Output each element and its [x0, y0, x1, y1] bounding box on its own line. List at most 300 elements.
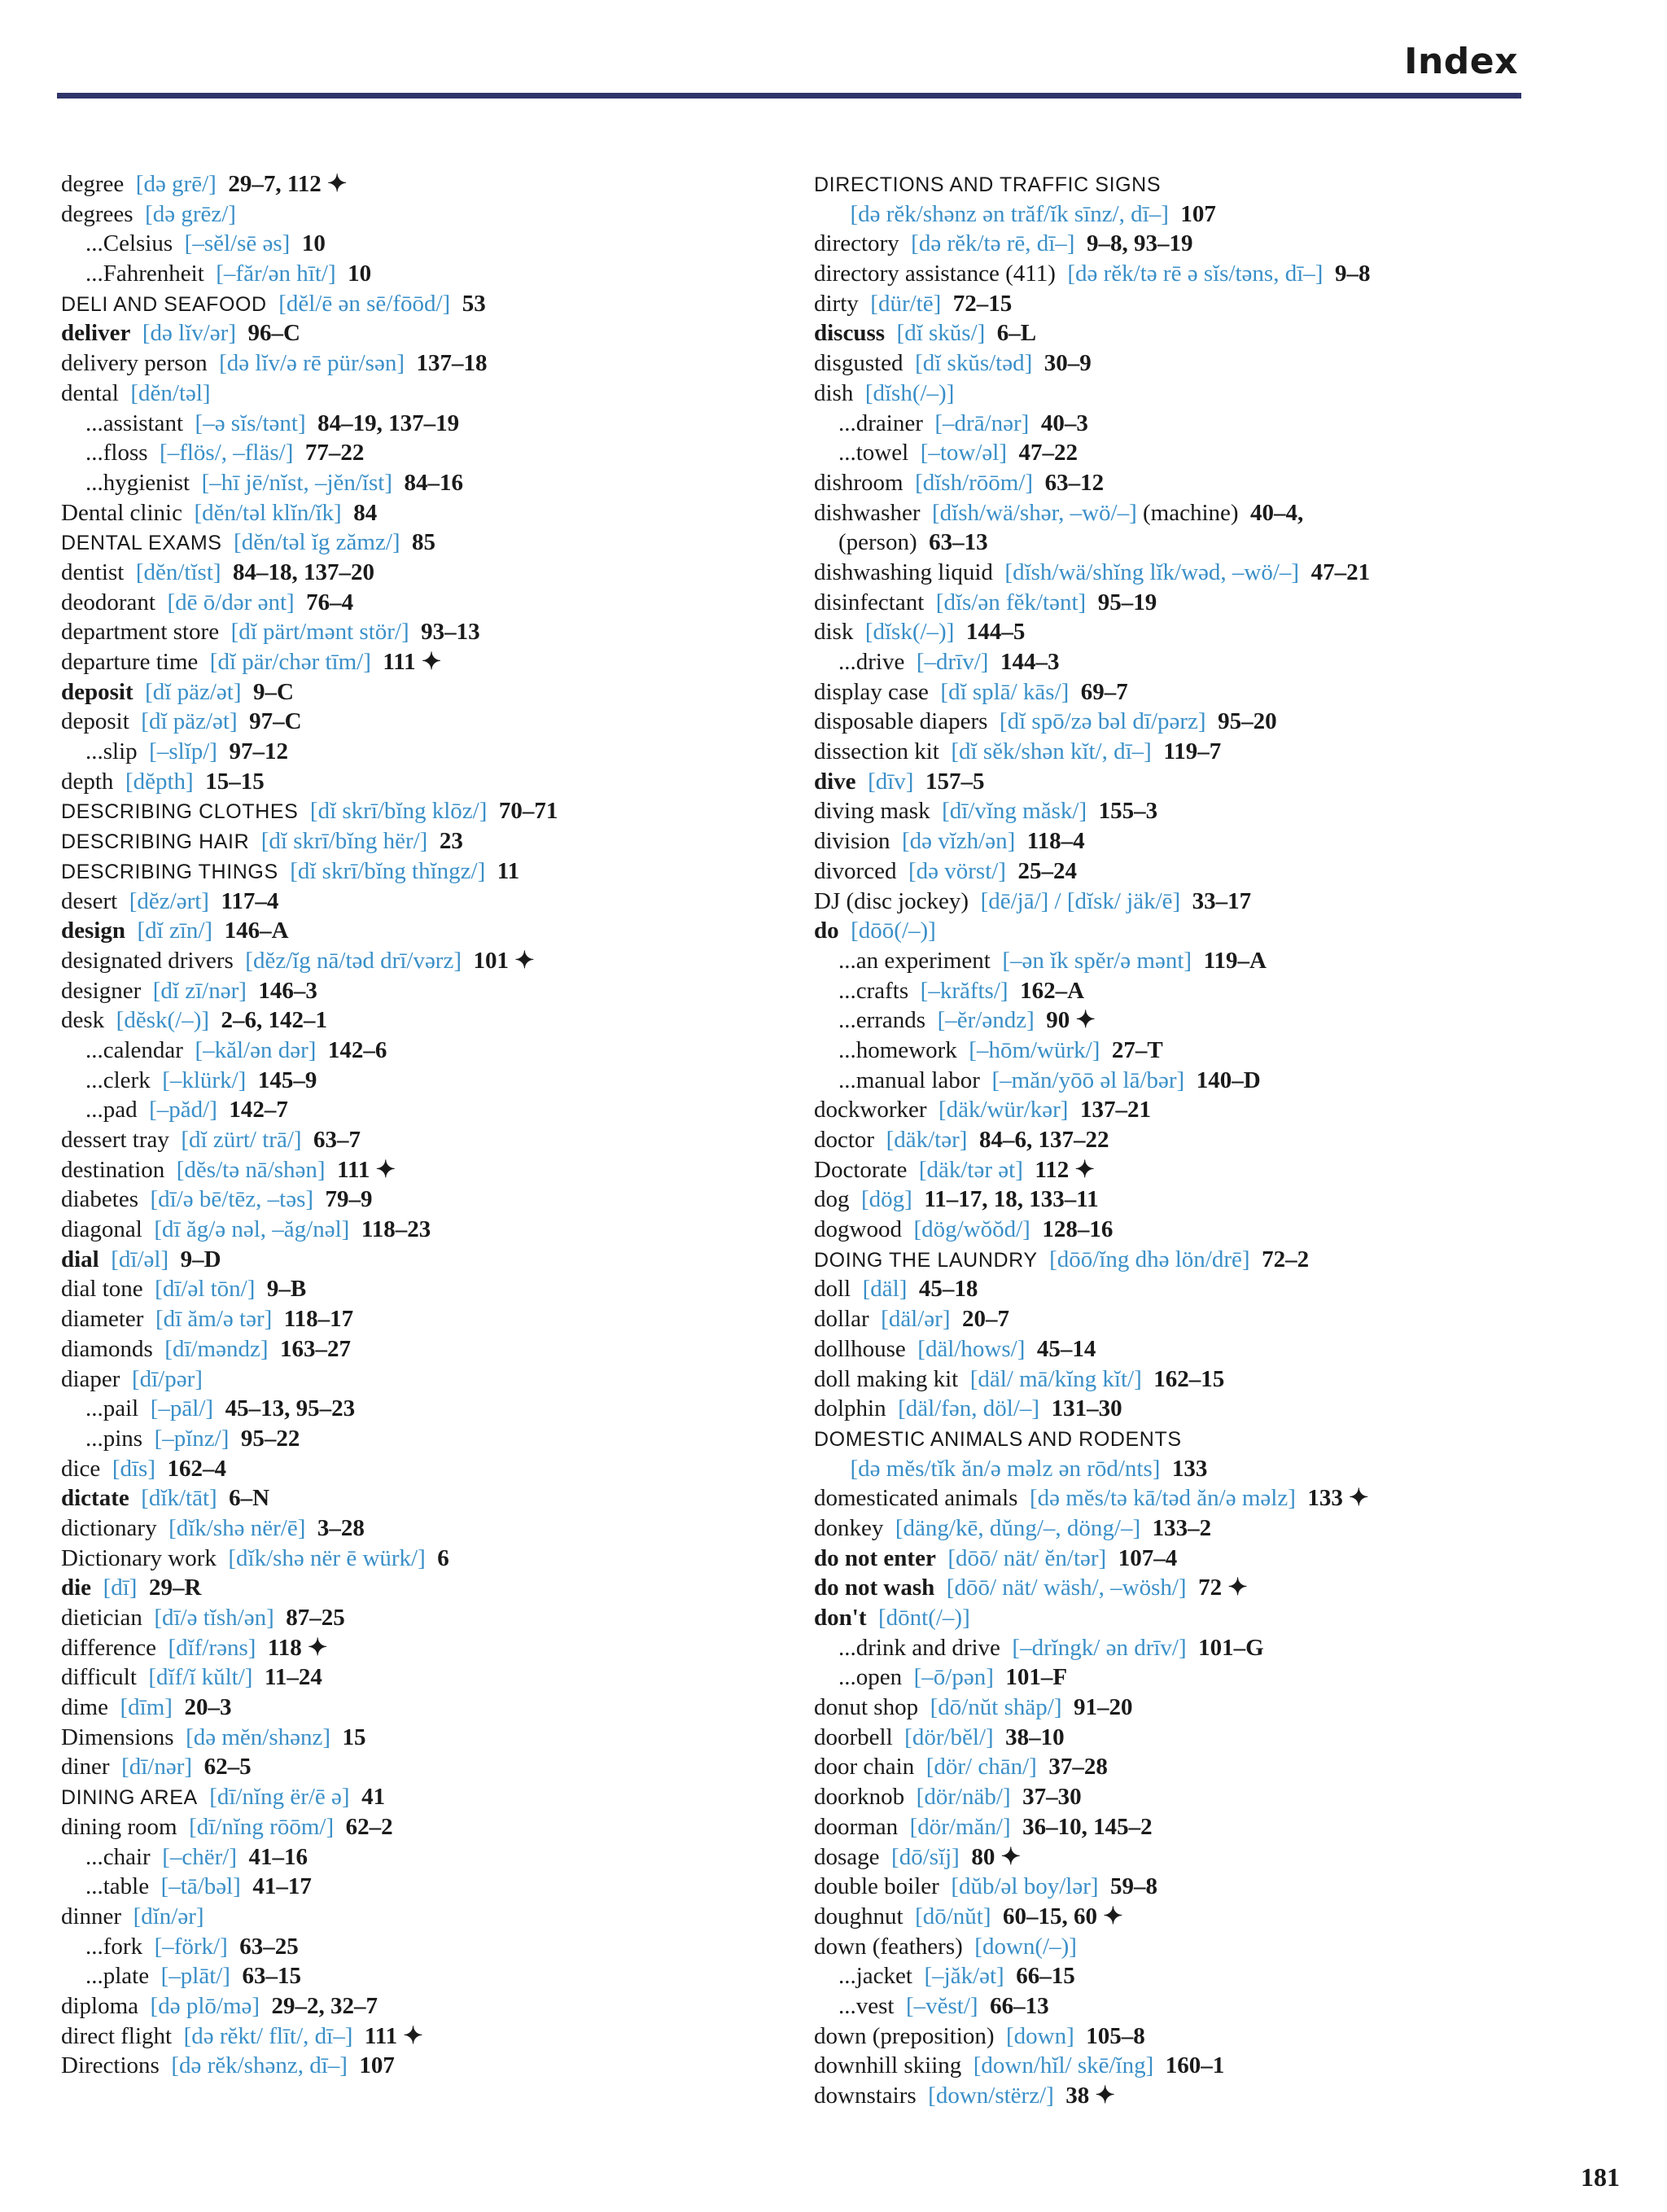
page-reference: 162–A	[1020, 977, 1085, 1004]
index-entry	[814, 856, 1547, 887]
pronunciation: [–tā/bəl]	[160, 1873, 241, 1900]
pronunciation: [dör/bĕl/]	[904, 1724, 994, 1750]
pronunciation: [–chër/]	[162, 1843, 237, 1870]
headword: ...crafts	[838, 977, 909, 1004]
index-subentry	[814, 1961, 1547, 1991]
header-rule	[57, 93, 1521, 99]
headword: ...chair	[85, 1843, 151, 1870]
pronunciation: [dī ăm/ə tər]	[155, 1306, 273, 1333]
page-reference: 33–17	[1192, 887, 1252, 914]
page-reference: 101–F	[1005, 1664, 1068, 1691]
pronunciation: [dĕs/tə nā/shən]	[176, 1156, 326, 1183]
index-entry	[61, 1454, 818, 1484]
page-reference: 112 ✦	[1035, 1156, 1095, 1183]
index-entry	[814, 617, 1547, 647]
pronunciation: [də mĕn/shənz]	[186, 1724, 331, 1750]
headword: diameter	[61, 1306, 144, 1333]
pronunciation: [dĭ sĕk/shən kĭt/, dī–]	[951, 738, 1152, 765]
page-reference: 63–13	[929, 529, 988, 556]
headword: ...slip	[85, 738, 138, 765]
pronunciation: [dĕz/ərt]	[129, 887, 209, 914]
index-entry	[61, 647, 818, 677]
headword: downhill skiing	[814, 2052, 962, 2079]
pronunciation: [däl]	[862, 1276, 908, 1303]
index-entry	[814, 1125, 1547, 1155]
page-reference: 101 ✦	[473, 947, 535, 974]
index-entry	[61, 558, 818, 588]
index-subentry	[61, 1394, 818, 1424]
page-reference: 111 ✦	[364, 2022, 423, 2049]
index-entry	[814, 1812, 1547, 1842]
index-entry	[61, 1483, 818, 1513]
headword: design	[61, 918, 125, 944]
pronunciation: [–drīv/]	[916, 649, 989, 675]
page-reference: 118 ✦	[267, 1634, 328, 1661]
index-entry	[814, 826, 1547, 856]
index-entry-continuation	[814, 1454, 1547, 1484]
pronunciation: [–klürk/]	[162, 1067, 247, 1093]
headword: DJ (disc jockey)	[814, 887, 969, 914]
headword: destination	[61, 1156, 165, 1183]
page-title: Index	[1404, 41, 1518, 82]
headword: ...errands	[838, 1007, 926, 1034]
index-entry	[61, 2021, 818, 2052]
page-reference: 40–4,	[1250, 499, 1304, 526]
pronunciation: [dī/ə tĭsh/ən]	[154, 1605, 274, 1631]
page-reference: 105–8	[1086, 2022, 1145, 2049]
headword: Dental clinic	[61, 499, 182, 526]
page-reference: 38–10	[1005, 1724, 1065, 1750]
index-subentry	[814, 1005, 1547, 1036]
page-reference: 6–N	[229, 1485, 270, 1512]
pronunciation: [down]	[1006, 2022, 1074, 2049]
pronunciation: [dō/nŭt]	[915, 1903, 991, 1929]
pronunciation: [down/stërz/]	[928, 2083, 1054, 2109]
page-reference: 45–18	[918, 1276, 978, 1303]
page-reference: 30–9	[1044, 350, 1092, 377]
pronunciation: [dī]	[103, 1575, 138, 1601]
page-reference: 53	[462, 290, 486, 317]
pronunciation: [dĕz/ĭg nā/təd drī/vərz]	[245, 947, 462, 974]
pronunciation: [dō/sĭj]	[891, 1843, 960, 1870]
index-entry	[814, 1513, 1547, 1544]
pronunciation: [dĭ päz/ət]	[141, 708, 238, 735]
page-reference: 97–12	[229, 738, 288, 765]
headword: designer	[61, 977, 142, 1004]
page-reference: 137–21	[1079, 1097, 1151, 1124]
page-reference: 162–15	[1153, 1365, 1225, 1392]
headword: ...assistant	[85, 410, 184, 436]
headword: ...drink and drive	[838, 1634, 1000, 1661]
headword: ...Fahrenheit	[85, 261, 204, 287]
page-reference: 101–G	[1198, 1634, 1264, 1661]
pronunciation: [däl/hows/]	[917, 1335, 1026, 1362]
pronunciation: [dīm]	[120, 1694, 173, 1721]
pronunciation: [də rĕk/tə rē ə sĭs/təns, dī–]	[1067, 261, 1324, 287]
pronunciation: [dē ō/dər ənt]	[167, 589, 295, 615]
headword: ...drainer	[838, 410, 923, 436]
page-reference: 27–T	[1111, 1036, 1163, 1063]
index-entry	[61, 1364, 818, 1395]
page-reference: 80 ✦	[971, 1843, 1021, 1870]
pronunciation: [–drĭngk/ ən drīv/]	[1012, 1634, 1187, 1661]
page-reference: 6	[437, 1544, 449, 1571]
pronunciation: [dōō(/–)]	[851, 918, 936, 944]
pronunciation: [–slĭp/]	[149, 738, 217, 765]
pronunciation: [–jăk/ət]	[924, 1963, 1004, 1990]
headword: DIRECTIONS AND TRAFFIC SIGNS	[814, 173, 1162, 196]
index-entry	[61, 1125, 818, 1155]
page-reference: 29–7, 112 ✦	[228, 171, 348, 197]
index-subentry	[61, 1036, 818, 1066]
headword: display case	[814, 678, 929, 705]
index-entry	[61, 348, 818, 379]
headword: disposable diapers	[814, 708, 988, 735]
page-reference: 9–8	[1334, 261, 1371, 287]
pronunciation: [dī/vĭng măsk/]	[942, 798, 1087, 825]
index-entry	[61, 1544, 818, 1574]
headword: deposit	[61, 678, 133, 705]
page-reference: 79–9	[325, 1186, 373, 1213]
index-entry	[61, 1603, 818, 1633]
index-entry	[814, 1215, 1547, 1245]
headword: dollhouse	[814, 1335, 906, 1362]
page-reference: 142–7	[229, 1097, 288, 1124]
index-entry	[61, 1513, 818, 1544]
index-subentry	[61, 409, 818, 439]
page-reference: 144–3	[1000, 649, 1060, 675]
page-reference: 142–6	[327, 1036, 387, 1063]
headword: dime	[61, 1694, 108, 1721]
page-reference: 47–21	[1310, 558, 1371, 585]
page-reference: 15	[342, 1724, 366, 1750]
headword: doll making kit	[814, 1365, 959, 1392]
index-subentry	[814, 1036, 1547, 1066]
pronunciation: [dĕn/təl ĭg zămz/]	[234, 529, 400, 556]
page-reference: 47–22	[1018, 440, 1078, 466]
index-entry	[814, 1274, 1547, 1304]
headword: DOMESTIC ANIMALS AND RODENTS	[814, 1427, 1182, 1451]
index-entry	[61, 318, 818, 348]
index-entry	[814, 1483, 1547, 1513]
pronunciation: [däk/wür/kər]	[939, 1097, 1069, 1124]
page-reference: 107	[1180, 200, 1216, 227]
index-entry	[61, 2051, 818, 2081]
headword: double boiler	[814, 1873, 939, 1900]
headword: DESCRIBING HAIR	[61, 830, 250, 854]
sense-note: (machine)	[1142, 499, 1239, 526]
index-subentry	[61, 1095, 818, 1125]
headword: DINING AREA	[61, 1786, 198, 1810]
page-reference: 133 ✦	[1307, 1485, 1369, 1512]
headword: disk	[814, 619, 854, 646]
headword: die	[61, 1575, 92, 1601]
index-subentry	[814, 1066, 1547, 1096]
pronunciation: [däl/fən, döl/–]	[898, 1395, 1040, 1422]
index-entry	[61, 1334, 818, 1364]
headword: dogwood	[814, 1216, 902, 1243]
headword: doorman	[814, 1813, 899, 1840]
index-subentry	[61, 1424, 818, 1454]
headword: ...Celsius	[85, 230, 173, 257]
pronunciation: [–pāl/]	[150, 1395, 214, 1422]
page-reference: 117–4	[221, 887, 279, 914]
pronunciation: [dĭ zī/nər]	[152, 977, 247, 1004]
headword: designated drivers	[61, 947, 234, 974]
headword: ...table	[85, 1873, 150, 1900]
page-reference: 95–19	[1097, 589, 1157, 615]
index-entry	[814, 1095, 1547, 1125]
page-reference: 84–18, 137–20	[233, 558, 375, 585]
headword: down (feathers)	[814, 1933, 963, 1960]
pronunciation: [–ĕr/əndz]	[937, 1007, 1035, 1034]
page-reference: 45–14	[1036, 1335, 1096, 1362]
pronunciation: [də rĕk/shənz, dī–]	[171, 2052, 348, 2079]
index-entry	[814, 1304, 1547, 1334]
headword: dockworker	[814, 1097, 927, 1124]
index-entry	[814, 677, 1547, 707]
index-entry	[61, 1662, 818, 1693]
page-reference: 41	[361, 1784, 386, 1811]
page-reference: 84–16	[404, 469, 463, 496]
headword: desert	[61, 887, 118, 914]
page-reference: 3–28	[317, 1514, 365, 1541]
pronunciation: [–pĭnz/]	[154, 1425, 230, 1452]
headword: division	[814, 828, 890, 855]
index-subentry	[814, 1633, 1547, 1663]
page-reference: 119–7	[1163, 738, 1222, 765]
index-entry	[61, 528, 818, 558]
pronunciation: [dög]	[861, 1186, 912, 1213]
index-entry	[61, 1902, 818, 1932]
headword: dissection kit	[814, 738, 939, 765]
headword: dictate	[61, 1485, 129, 1512]
pronunciation: [dĭ skrī/bĭng thĭngz/]	[290, 857, 486, 884]
headword: donkey	[814, 1514, 884, 1541]
headword: degrees	[61, 200, 133, 227]
headword: ...calendar	[85, 1036, 183, 1063]
page-reference: 131–30	[1051, 1395, 1122, 1422]
index-entry	[814, 707, 1547, 737]
index-entry	[814, 318, 1547, 348]
headword: diving mask	[814, 798, 930, 825]
pronunciation: [dē/jā/] / [dĭsk/ jäk/ē]	[980, 887, 1181, 914]
page-reference: 87–25	[286, 1605, 345, 1631]
pronunciation: [dĭ päz/ət]	[145, 678, 242, 705]
headword: dining room	[61, 1813, 177, 1840]
page-reference: 60–15, 60 ✦	[1003, 1903, 1123, 1929]
index-entry	[814, 2021, 1547, 2052]
index-entry	[814, 1752, 1547, 1782]
index-entry	[61, 1812, 818, 1842]
headword: do not enter	[814, 1544, 936, 1571]
index-entry	[61, 1991, 818, 2021]
pronunciation: [dĭk/shə nër ē würk/]	[228, 1544, 426, 1571]
index-entry	[61, 1573, 818, 1603]
index-entry	[814, 1364, 1547, 1395]
pronunciation: [dŭb/əl boy/lər]	[951, 1873, 1099, 1900]
pronunciation: [dĕn/təl]	[130, 379, 211, 406]
headword: dial	[61, 1246, 99, 1272]
page-reference: 118–17	[283, 1306, 354, 1333]
headword: ...plate	[85, 1963, 150, 1990]
index-entry	[814, 1932, 1547, 1962]
headword: direct flight	[61, 2022, 173, 2049]
pronunciation: [–kăl/ən dər]	[195, 1036, 317, 1063]
pronunciation: [dī/nĭng rōōm/]	[189, 1813, 335, 1840]
headword: degree	[61, 171, 125, 197]
headword: dive	[814, 768, 856, 795]
pronunciation: [dĕpth]	[125, 768, 194, 795]
headword: don't	[814, 1605, 867, 1631]
index-entry	[61, 856, 818, 887]
headword: diploma	[61, 1992, 139, 2019]
headword: directory assistance (411)	[814, 261, 1056, 287]
pronunciation: [down(/–)]	[974, 1933, 1077, 1960]
pronunciation: [dĭsh/rōōm/]	[915, 469, 1034, 496]
pronunciation: [də lĭv/ə rē pür/sən]	[219, 350, 405, 377]
headword: diabetes	[61, 1186, 139, 1213]
index-entry	[814, 169, 1547, 199]
pronunciation: [dĭk/shə nër/ē]	[168, 1514, 306, 1541]
pronunciation: [də vörst/]	[908, 857, 1006, 884]
index-entry	[814, 1603, 1547, 1633]
page-reference: 6–L	[996, 320, 1037, 347]
headword: doctor	[814, 1127, 875, 1153]
pronunciation: [–vĕst/]	[905, 1992, 978, 2019]
pronunciation: [dĭ skrī/bĭng klōz/]	[309, 798, 488, 825]
headword: doorbell	[814, 1724, 893, 1750]
pronunciation: [–plāt/]	[160, 1963, 230, 1990]
pronunciation: [dī/əl]	[111, 1246, 169, 1272]
pronunciation: [dĭ splā/ kās/]	[940, 678, 1070, 705]
index-entry	[61, 1304, 818, 1334]
headword: difference	[61, 1634, 156, 1661]
index-entry	[814, 737, 1547, 767]
page-reference: 133–2	[1152, 1514, 1212, 1541]
index-subentry	[814, 976, 1547, 1006]
page-reference: 119–A	[1203, 947, 1267, 974]
index-subentry	[814, 1662, 1547, 1693]
page-reference: 62–5	[203, 1754, 252, 1781]
headword: downstairs	[814, 2083, 917, 2109]
headword: dirty	[814, 290, 859, 317]
pronunciation: [dĭs/ən fĕk/tənt]	[935, 589, 1087, 615]
index-entry	[814, 1394, 1547, 1424]
index-entry	[814, 348, 1547, 379]
page-reference: 36–10, 145–2	[1022, 1813, 1153, 1840]
pronunciation: [däk/tər ət]	[918, 1156, 1023, 1183]
headword: deposit	[61, 708, 129, 735]
headword: doughnut	[814, 1903, 904, 1929]
page-reference: 90 ✦	[1046, 1007, 1096, 1034]
headword: dental	[61, 379, 119, 406]
page-reference: 10	[301, 230, 326, 257]
headword: dolphin	[814, 1395, 886, 1422]
page-reference: 40–3	[1040, 410, 1088, 436]
index-subentry	[814, 438, 1547, 468]
headword: difficult	[61, 1664, 137, 1691]
page-reference: 9–B	[266, 1276, 307, 1303]
headword: DELI AND SEAFOOD	[61, 292, 267, 316]
index-entry	[814, 1245, 1547, 1275]
page-reference: 9–8, 93–19	[1086, 230, 1193, 257]
index-entry	[61, 767, 818, 797]
index-subentry	[61, 259, 818, 289]
index-subentry	[61, 737, 818, 767]
headword: ...pad	[85, 1097, 138, 1124]
headword: diagonal	[61, 1216, 142, 1243]
headword: ...towel	[838, 440, 909, 466]
index-entry	[814, 259, 1547, 289]
pronunciation: [də rĕkt/ flīt/, dī–]	[183, 2022, 353, 2049]
headword: ...jacket	[838, 1963, 912, 1990]
headword: dinner	[61, 1903, 122, 1929]
headword: ...an experiment	[838, 947, 991, 974]
page-reference: 72–15	[952, 290, 1013, 317]
index-subentry	[814, 647, 1547, 677]
page-reference: 63–7	[313, 1127, 361, 1153]
page-reference: 107–4	[1118, 1544, 1178, 1571]
pronunciation: [dör/măn/]	[909, 1813, 1011, 1840]
headword: DESCRIBING THINGS	[61, 860, 278, 883]
index-entry	[61, 498, 818, 528]
pronunciation: [dī/pər]	[131, 1365, 203, 1392]
pronunciation: [–ən ĭk spĕr/ə mənt]	[1002, 947, 1192, 974]
index-entry	[61, 169, 818, 199]
index-entry	[814, 1902, 1547, 1932]
index-subentry	[61, 1961, 818, 1991]
page-reference: 146–3	[258, 977, 317, 1004]
page-number: 181	[1581, 2162, 1620, 2192]
index-entry	[61, 379, 818, 409]
headword: ...vest	[838, 1992, 895, 2019]
pronunciation: [–hī jē/nĭst, –jĕn/ĭst]	[201, 469, 392, 496]
index-entry	[61, 1274, 818, 1304]
pronunciation: [dĭf/rəns]	[168, 1634, 256, 1661]
index-entry	[814, 1872, 1547, 1902]
pronunciation: [dĭk/tāt]	[141, 1485, 217, 1512]
pronunciation: [də rĕk/tə rē, dī–]	[911, 230, 1075, 257]
headword: Doctorate	[814, 1156, 908, 1183]
headword: depth	[61, 768, 114, 795]
pronunciation: [dĭ pärt/mənt stör/]	[230, 619, 409, 646]
pronunciation: [dĭn/ər]	[133, 1903, 204, 1929]
index-entry	[814, 887, 1547, 917]
index-entry	[61, 707, 818, 737]
page-reference: 111 ✦	[337, 1156, 396, 1183]
index-entry	[61, 1752, 818, 1782]
pronunciation: [däk/tər]	[886, 1127, 968, 1153]
index-entry	[814, 1693, 1547, 1723]
pronunciation: [dī/məndz]	[164, 1335, 269, 1362]
index-entry	[61, 1693, 818, 1723]
pronunciation: [dī/nĭng ër/ē ə]	[209, 1784, 350, 1811]
pronunciation: [dĭ spō/zə bəl dī/pərz]	[999, 708, 1206, 735]
page-reference: 29–2, 32–7	[271, 1992, 378, 2019]
pronunciation: [dör/ chān/]	[925, 1754, 1037, 1781]
headword: departure time	[61, 649, 199, 675]
page-reference: 38 ✦	[1065, 2083, 1115, 2109]
page-reference: 118–23	[361, 1216, 431, 1243]
headword: dosage	[814, 1843, 880, 1870]
index-subentry	[61, 438, 818, 468]
right-column	[814, 169, 1547, 2111]
pronunciation: [dōō/ nät/ ĕn/tər]	[947, 1544, 1107, 1571]
pronunciation: [däl/ mā/kĭng kĭt/]	[969, 1365, 1142, 1392]
page-reference: 155–3	[1098, 798, 1158, 825]
pronunciation: [dĕsk(/–)]	[116, 1007, 210, 1034]
